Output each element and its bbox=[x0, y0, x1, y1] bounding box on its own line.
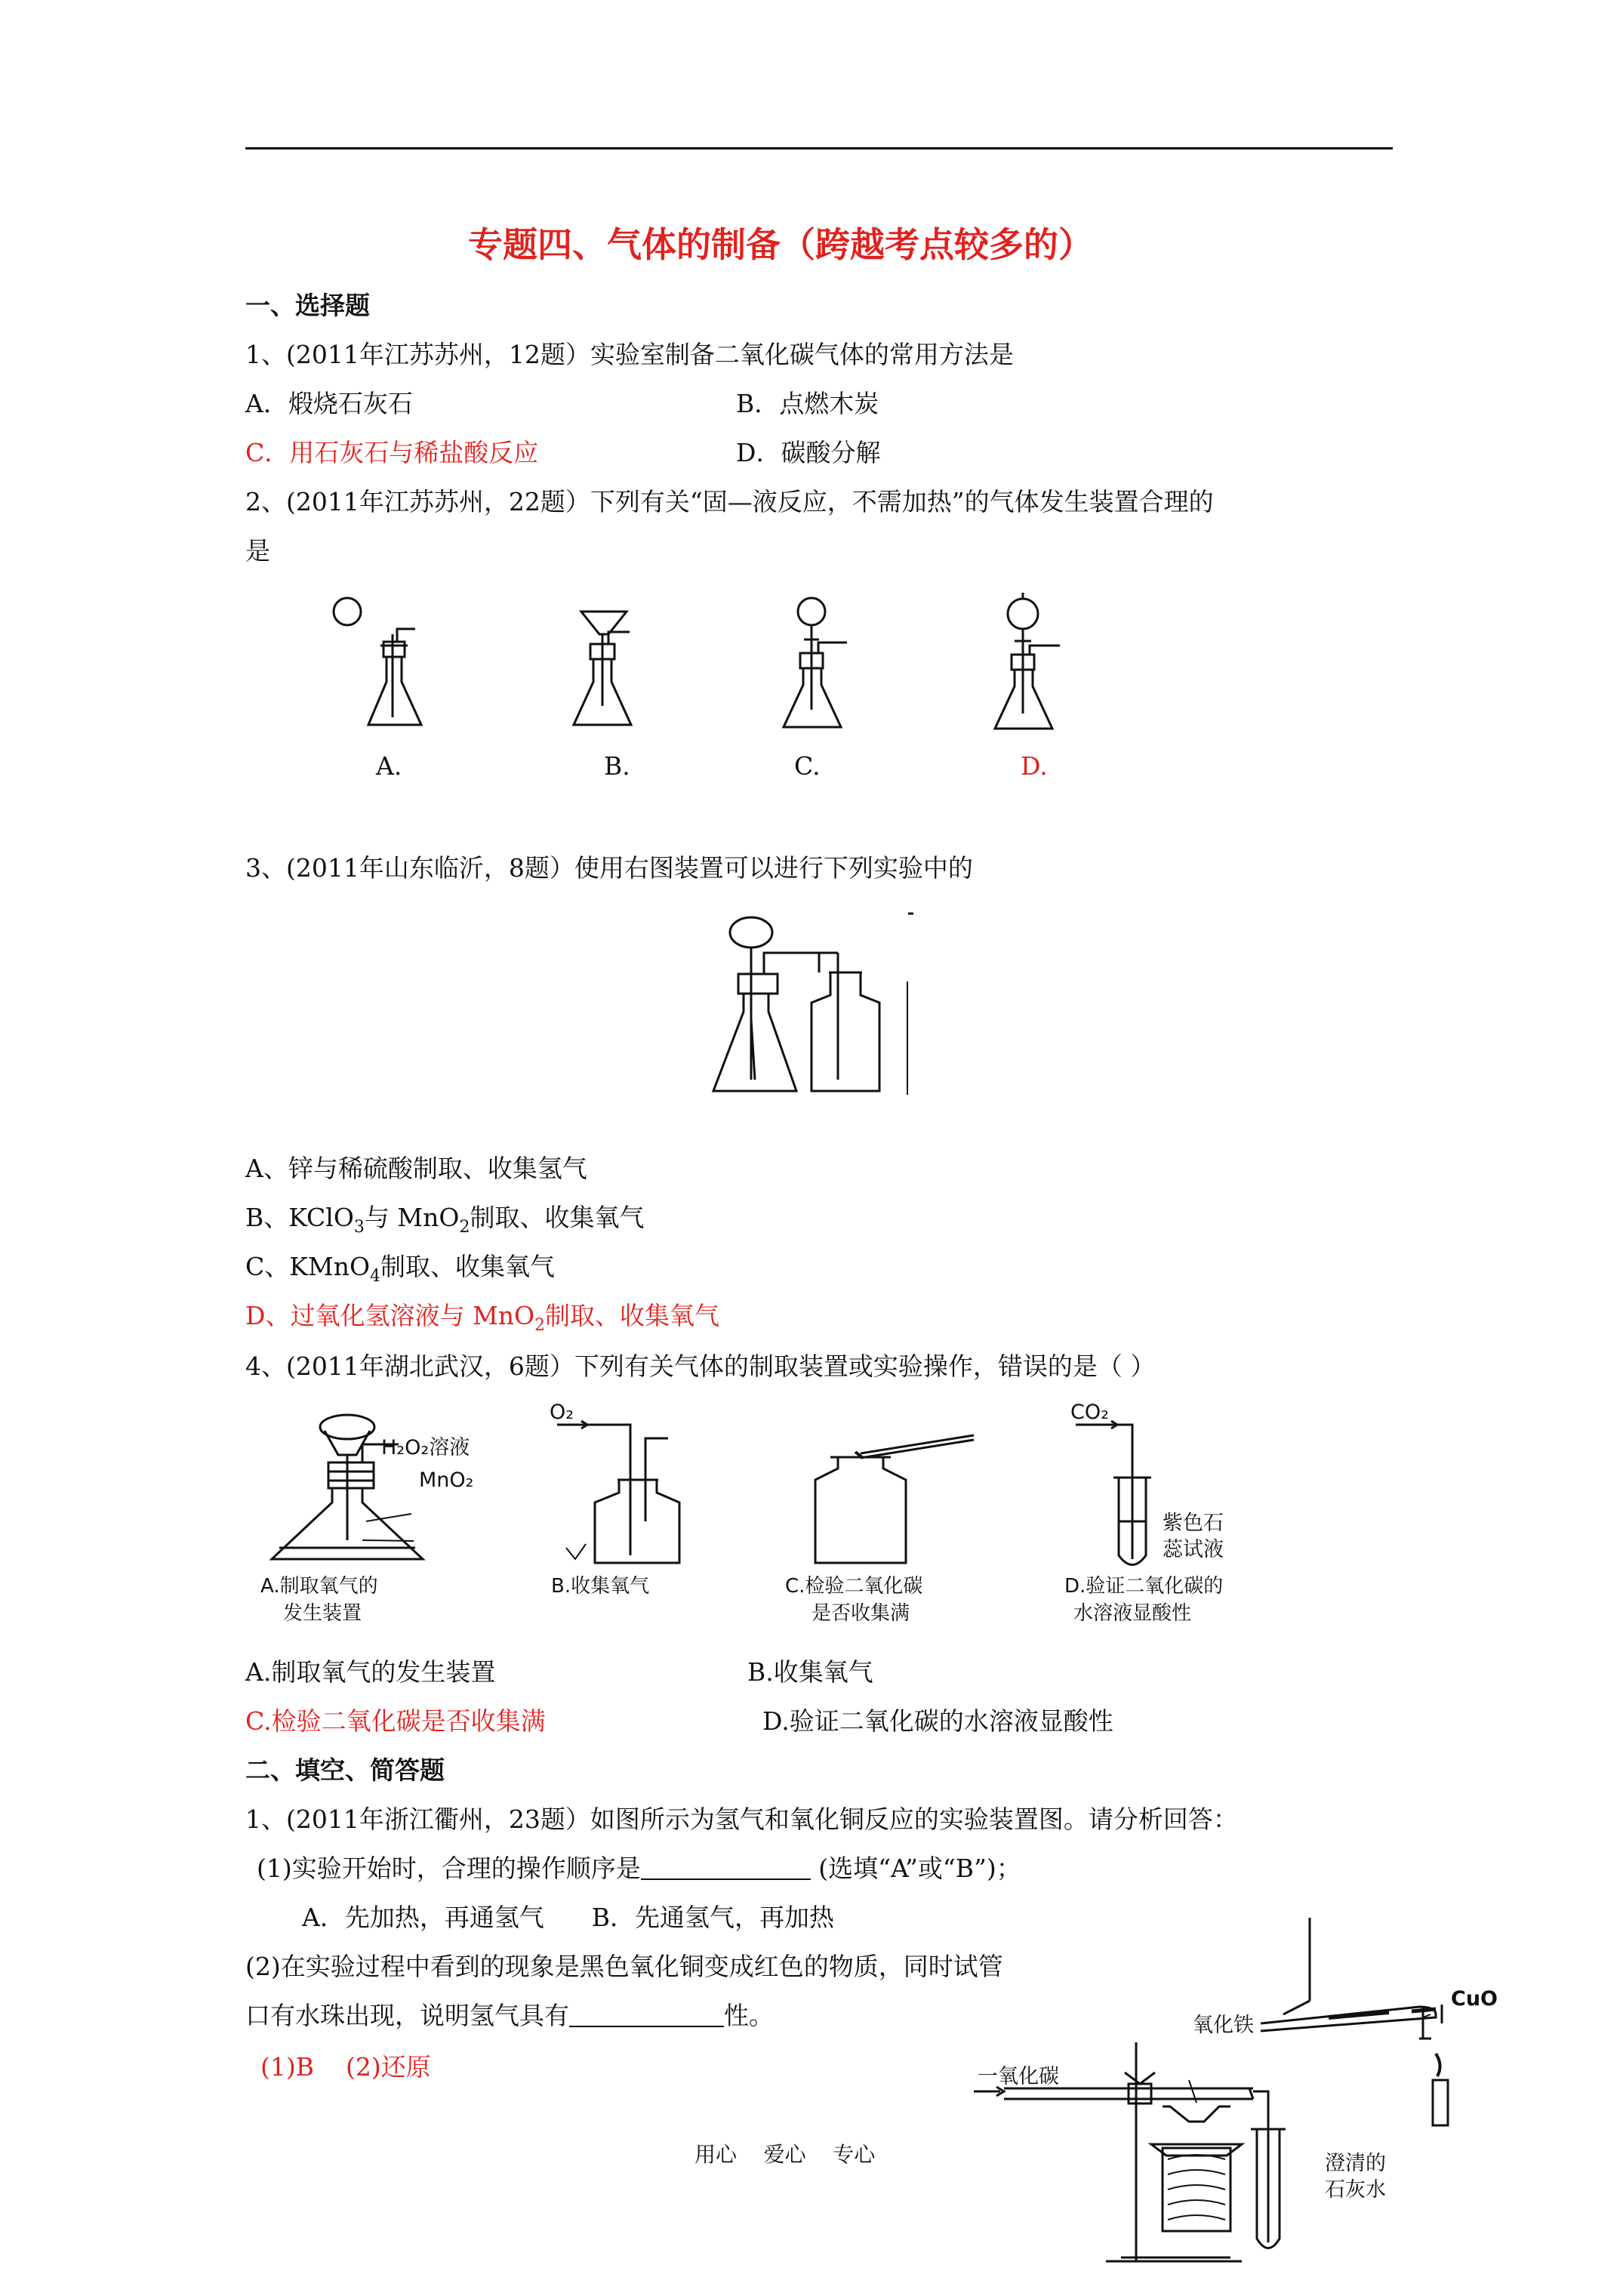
q2-flask-c bbox=[334, 598, 847, 727]
fq1-part1-hint: (选填“A”或“B”)； bbox=[818, 1854, 1021, 1883]
fq1-part1-text: (1)实验开始时，合理的操作顺序是 bbox=[257, 1854, 641, 1883]
q1-option-c: C．用石灰石与稀盐酸反应 bbox=[245, 438, 539, 467]
page-title: 专题四、气体的制备（跨越考点较多的） bbox=[468, 224, 1093, 265]
q2-label-d: D. bbox=[1021, 751, 1048, 781]
q2-flask-b bbox=[574, 612, 631, 725]
q4-fig-h2o2-label: H₂O₂溶液 bbox=[381, 1436, 470, 1459]
q4-option-c: C.检验二氧化碳是否收集满 bbox=[245, 1706, 546, 1736]
q4-fig-caption-a1: A.制取氧气的 bbox=[260, 1575, 378, 1598]
q4-fig-caption-c1: C.检验二氧化碳 bbox=[785, 1575, 923, 1598]
q4-fig-d bbox=[1076, 1421, 1151, 1565]
fq1-answer-blank-1[interactable] bbox=[641, 1854, 811, 1880]
q4-fig-caption-c2: 是否收集满 bbox=[812, 1602, 910, 1625]
fq1-stem: 1、(2011年浙江衢州，23题）如图所示为氢气和氧化铜反应的实验装置图。请分析回答： bbox=[245, 1804, 1238, 1834]
q4-fig-o2-label: O₂ bbox=[550, 1401, 574, 1424]
q2-flask-d bbox=[995, 593, 1060, 729]
cuo-label: CuO bbox=[1451, 1987, 1498, 2011]
q3-c-text2: 制取、收集氧气 bbox=[380, 1252, 555, 1281]
header-rule bbox=[245, 147, 1393, 149]
q2-apparatus-figures bbox=[347, 593, 1253, 759]
fq1-part2-line2 bbox=[245, 2001, 774, 2031]
page-footer: 用心 爱心 专心 bbox=[694, 2142, 876, 2167]
q4-fig-mno2-label: MnO₂ bbox=[419, 1469, 474, 1492]
q3-option-a: A、锌与稀硫酸制取、收集氢气 bbox=[245, 1154, 587, 1183]
q3-b-sub1: 3 bbox=[353, 1218, 365, 1237]
section-heading-fill: 二、填空、简答题 bbox=[245, 1755, 445, 1785]
q4-fig-c bbox=[815, 1435, 974, 1563]
fq1-answer-blank-2[interactable] bbox=[569, 2002, 724, 2027]
co-label: 一氧化碳 bbox=[978, 2065, 1059, 2088]
q2-flask-a bbox=[368, 629, 421, 725]
q3-d-text1: D、过氧化氢溶液与 MnO bbox=[245, 1301, 535, 1330]
q3-option-b bbox=[245, 1203, 644, 1243]
limewater-label-1: 澄清的 bbox=[1325, 2152, 1386, 2175]
limewater-label-2: 石灰水 bbox=[1325, 2178, 1386, 2202]
q4-fig-co2-label: CO₂ bbox=[1070, 1401, 1109, 1424]
q3-b-sub2: 2 bbox=[459, 1218, 470, 1237]
q4-fig-caption-a2: 发生装置 bbox=[283, 1602, 362, 1625]
fq1-part1 bbox=[257, 1854, 1021, 1884]
q3-b-text1: B、KClO bbox=[245, 1203, 354, 1232]
q3-b-text3: 制取、收集氧气 bbox=[470, 1203, 645, 1232]
section-heading-choice: 一、选择题 bbox=[245, 291, 370, 320]
q2-stem-line1: 2、(2011年江苏苏州，22题）下列有关“固—液反应，不需加热”的气体发生装置合理的 bbox=[245, 487, 1214, 516]
q3-stem: 3、(2011年山东临沂，8题）使用右图装置可以进行下列实验中的 bbox=[245, 853, 973, 883]
q2-label-b: B. bbox=[604, 751, 630, 781]
q4-option-b: B.收集氧气 bbox=[747, 1657, 873, 1687]
fq1-answer: (1)B (2)还原 bbox=[260, 2052, 431, 2082]
fq1-part2-line1: (2)在实验过程中看到的现象是黑色氧化铜变成红色的物质，同时试管 bbox=[245, 1952, 1003, 1981]
q3-c-sub: 4 bbox=[370, 1267, 380, 1286]
q1-option-a: A．煅烧石灰石 bbox=[245, 389, 413, 418]
q4-fig-litmus-label-2: 蕊试液 bbox=[1163, 1538, 1224, 1561]
fq1-part2-text: 口有水珠出现，说明氢气具有 bbox=[245, 2001, 569, 2030]
q1-option-b: B．点燃木炭 bbox=[736, 389, 879, 418]
q4-option-d: D.验证二氧化碳的水溶液显酸性 bbox=[762, 1706, 1113, 1736]
q2-label-a: A. bbox=[376, 751, 402, 781]
fq1-part2-tail: 性。 bbox=[724, 2001, 774, 2030]
q1-stem: 1、(2011年江苏苏州，12题）实验室制备二氧化碳气体的常用方法是 bbox=[245, 340, 1014, 369]
q3-d-sub: 2 bbox=[534, 1316, 546, 1335]
q3-b-text2: 与 MnO bbox=[364, 1203, 460, 1232]
q3-c-text1: C、KMnO bbox=[245, 1252, 370, 1281]
iron-oxide-label: 氧化铁 bbox=[1193, 2014, 1254, 2037]
fq1-options: A．先加热，再通氢气 B．先通氢气，再加热 bbox=[302, 1903, 835, 1932]
q2-stem-line2: 是 bbox=[245, 536, 270, 566]
q3-option-c bbox=[245, 1252, 555, 1292]
q3-d-text2: 制取、收集氧气 bbox=[545, 1301, 720, 1330]
q3-option-d bbox=[245, 1301, 719, 1341]
q2-label-c: C. bbox=[794, 751, 821, 781]
q1-option-d: D．碳酸分解 bbox=[736, 438, 881, 467]
q4-fig-b bbox=[557, 1421, 679, 1563]
q4-fig-caption-b: B.收集氧气 bbox=[551, 1575, 650, 1598]
q3-apparatus-figure bbox=[710, 906, 966, 1110]
q4-fig-caption-d1: D.验证二氧化碳的 bbox=[1064, 1575, 1224, 1598]
q4-fig-litmus-label-1: 紫色石 bbox=[1163, 1512, 1224, 1535]
q4-fig-caption-d2: 水溶液显酸性 bbox=[1073, 1602, 1192, 1625]
q4-option-a: A.制取氧气的发生装置 bbox=[245, 1657, 496, 1687]
q4-stem: 4、(2011年湖北武汉，6题）下列有关气体的制取装置或实验操作，错误的是（ ） bbox=[245, 1351, 1156, 1381]
